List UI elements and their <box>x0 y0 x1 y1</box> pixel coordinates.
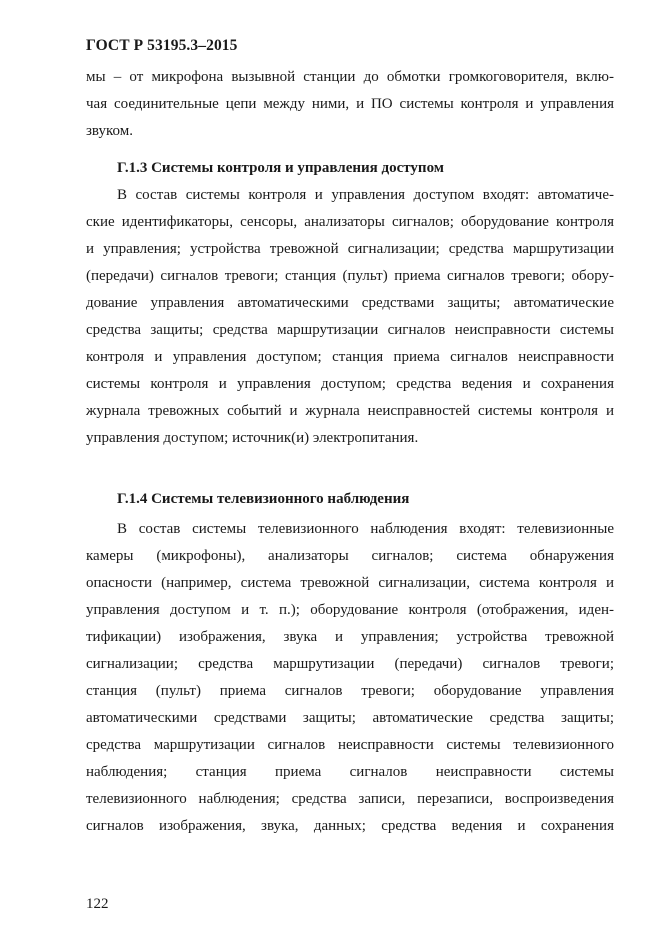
text-line: журнала тревожных событий и журнала неисправностей системы контроля и <box>86 403 614 419</box>
text-line: мы – от микрофона вызывной станции до обмотки громкоговорителя, вклю- <box>86 69 614 85</box>
text-line: средства защиты; средства маршрутизации сигналов неисправности системы <box>86 322 614 338</box>
section-heading: Г.1.3 Системы контроля и управления доступом <box>117 160 444 176</box>
text-line: (передачи) сигналов тревоги; станция (пульт) приема сигналов тревоги; обору- <box>86 268 614 284</box>
text-line: автоматическими средствами защиты; автоматические средства защиты; <box>86 710 614 726</box>
text-line: тификации) изображения, звука и управления; устройства тревожной <box>86 629 614 645</box>
text-line: телевизионного наблюдения; средства записи, перезаписи, воспроизведения <box>86 791 614 807</box>
text-line: опасности (например, система тревожной сигнализации, система контроля и <box>86 575 614 591</box>
standard-header: ГОСТ Р 53195.3–2015 <box>86 37 238 54</box>
text-line: В состав системы телевизионного наблюдения входят: телевизионные <box>117 521 614 537</box>
text-line: контроля и управления доступом; станция приема сигналов неисправности <box>86 349 614 365</box>
text-line: средства маршрутизации сигналов неисправности системы телевизионного <box>86 737 614 753</box>
page-number: 122 <box>86 896 109 912</box>
text-line: станция (пульт) приема сигналов тревоги; оборудование управления <box>86 683 614 699</box>
text-line: и управления; устройства тревожной сигнализации; средства маршрутизации <box>86 241 614 257</box>
text-line: чая соединительные цепи между ними, и ПО системы контроля и управления <box>86 96 614 112</box>
text-line: управления доступом; источник(и) электропитания. <box>86 430 419 446</box>
text-line: наблюдения; станция приема сигналов неисправности системы <box>86 764 614 780</box>
text-line: управления доступом и т. п.); оборудование контроля (отображения, иден- <box>86 602 614 618</box>
text-line: дование управления автоматическими средствами защиты; автоматические <box>86 295 614 311</box>
text-line: ские идентификаторы, сенсоры, анализаторы сигналов; оборудование контроля <box>86 214 614 230</box>
text-line: сигналов изображения, звука, данных; средства ведения и сохранения <box>86 818 614 834</box>
text-line: звуком. <box>86 123 133 139</box>
section-heading: Г.1.4 Системы телевизионного наблюдения <box>117 491 410 507</box>
text-line: В состав системы контроля и управления доступом входят: автоматиче- <box>117 187 614 203</box>
text-line: камеры (микрофоны), анализаторы сигналов; система обнаружения <box>86 548 614 564</box>
text-line: системы контроля и управления доступом; средства ведения и сохранения <box>86 376 614 392</box>
text-line: сигнализации; средства маршрутизации (передачи) сигналов тревоги; <box>86 656 614 672</box>
